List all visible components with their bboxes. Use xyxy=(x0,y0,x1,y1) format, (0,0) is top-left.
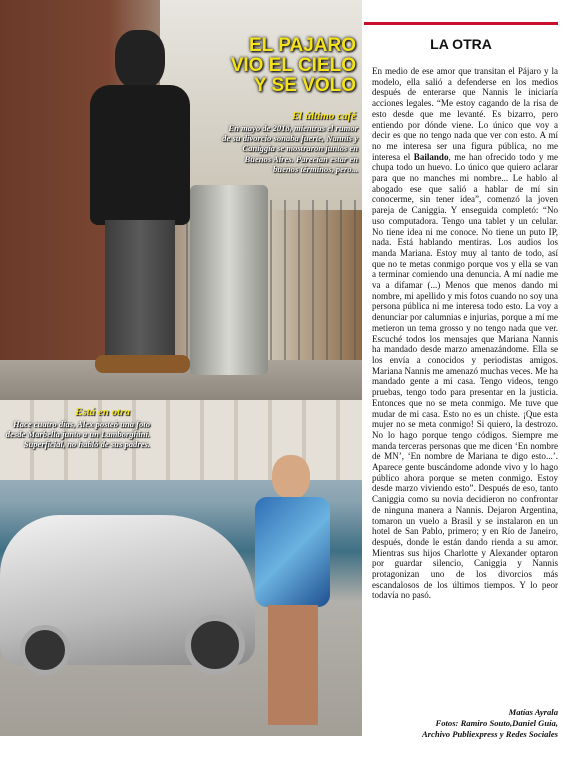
credit-author: Matías Ayrala xyxy=(508,707,558,717)
body-text-part-2: , me han ofrecido todo y me chupa todo un huevo. Lo único que quiero aclarar para que no manches mi nombre... Le hablo al abogado ese que salió a hablar de mí sin conocerme, sin tener idea”, comenzó la joven pareja de Caniggia. Y enseguida completó: “No uso computadora. Tengo una tablet y un celular. No tiene idea ni me conoce. No tiene un puto IP, nada. Está hablando mentiras. Los audios los manda Mariana. Estoy muy al tanto de todo, así que no te metas conmigo porque vos y ella se van a terminar comiendo una denuncia. A mí nadie me va a difamar (...) Menos que menos dando mi nombre, mi apellido y mis fotos cuando no soy una persona pública ni me interesa todo esto. La voy a denunciar por calumnias e injurias, porque a mí me metieron un tema grosso y no tengo nada que ver. Escuché todos los mensajes que Mariana Nannis ha mandado desde marzo amenazándome. Ella se los envía a conocidos y periodistas amigos. Mariana Nannis me amenazó muchas veces. Me ha mandado gente a mi casa. Tengo videos, tengo pruebas, tengo todo para presentar en la justicia. Entonces que no se meta conmigo. Me tuve que mudar de mi casa. Esto no es un chiste. ¡Que esta mujer no se meta conmigo! Si quiero, la destrozo. No lo hago porque tengo códigos. Siempre me manda terceras personas que me dicen ‘En nombre de MN’, ‘En nombre de Mariana te digo esto...’. Aparece gente buscándome adonde vivo y lo hago público ahora porque se meten conmigo. Estoy desde marzo viviendo esto”. Después de eso, tanto Caniggia como su novia decidieron no confrontar de ninguna manera a Nannis. Dejaron Argentina, tomaron un vuelo a Brasil y se instalaron en un hotel de San Pablo, primero; y en Río de Janeiro, después, donde le están dando rienda a su amor. Mientras sus hijos Charlotte y Alexander optaron por guardar silencio, Caniggia y Nannis protagonizan uno de los divorcios más escandalosos de los últimos tiempos. Y lo peor todavía no pasó. xyxy=(372,151,558,601)
caption-top-text: En mayo de 2018, mientras el rumor de su divorcio sonaba fuerte, Nannis y Caniggia se mostraron juntos en Buenos Aires. Parecían estar en buenos términos, pero... xyxy=(222,123,358,174)
photo-man-jacket xyxy=(90,85,190,225)
section-accent-rule xyxy=(364,22,558,25)
caption-bottom-text: Hace cuatro días, Alex posteó una foto desde Marbella junto a un Lamborghini. Superficial, no habló de sus padres. xyxy=(5,419,150,450)
photo-car-rear-wheel xyxy=(185,615,245,675)
photo-alex-lamborghini xyxy=(0,400,362,736)
photo-trash-bin xyxy=(190,185,268,375)
caption-top-title: El último café xyxy=(291,110,356,122)
photo-man-shoes xyxy=(95,355,190,373)
photo-car-front-wheel xyxy=(20,625,70,675)
article-headline xyxy=(228,36,356,96)
credit-archive: Archivo Publiexpress y Redes Sociales xyxy=(421,729,558,739)
caption-bottom-title: Está en otra xyxy=(74,406,130,418)
photo-man-head xyxy=(115,30,165,90)
headline-line-3: Y SE VOLO xyxy=(253,75,356,96)
headline-line-2: VIO EL CIELO xyxy=(230,55,356,76)
credit-photos: Fotos: Ramiro Souto,Daniel Guía, xyxy=(435,718,558,728)
photo-young-man-head xyxy=(272,455,310,499)
body-text-bold: Bailando xyxy=(413,151,449,162)
section-title: LA OTRA xyxy=(430,36,492,52)
body-text-part-1: En medio de ese amor que transitan el Pájaro y la modelo, ella salió a defenderse en los medios después de enterarse que Nannis le iniciaría acciones legales. “Me estoy cagando de la risa de esto desde que me levanté. Es bizarro, pero entiendo por dónde viene. Lo único que voy a decir es que no tengo nada que ver con esto. A mí no me interesa ser una figura pública, no me interesa el xyxy=(372,66,558,162)
headline-line-1: EL PAJARO xyxy=(249,35,356,56)
photo-young-man-shirt xyxy=(255,497,330,607)
photo-young-man-legs xyxy=(268,605,318,725)
article-body xyxy=(372,66,558,692)
photo-man-jeans xyxy=(105,220,175,360)
photo-young-man-tattooed xyxy=(250,455,335,730)
article-paragraph xyxy=(372,66,558,601)
photo-man-hooded xyxy=(70,30,200,375)
article-credits xyxy=(372,707,558,740)
